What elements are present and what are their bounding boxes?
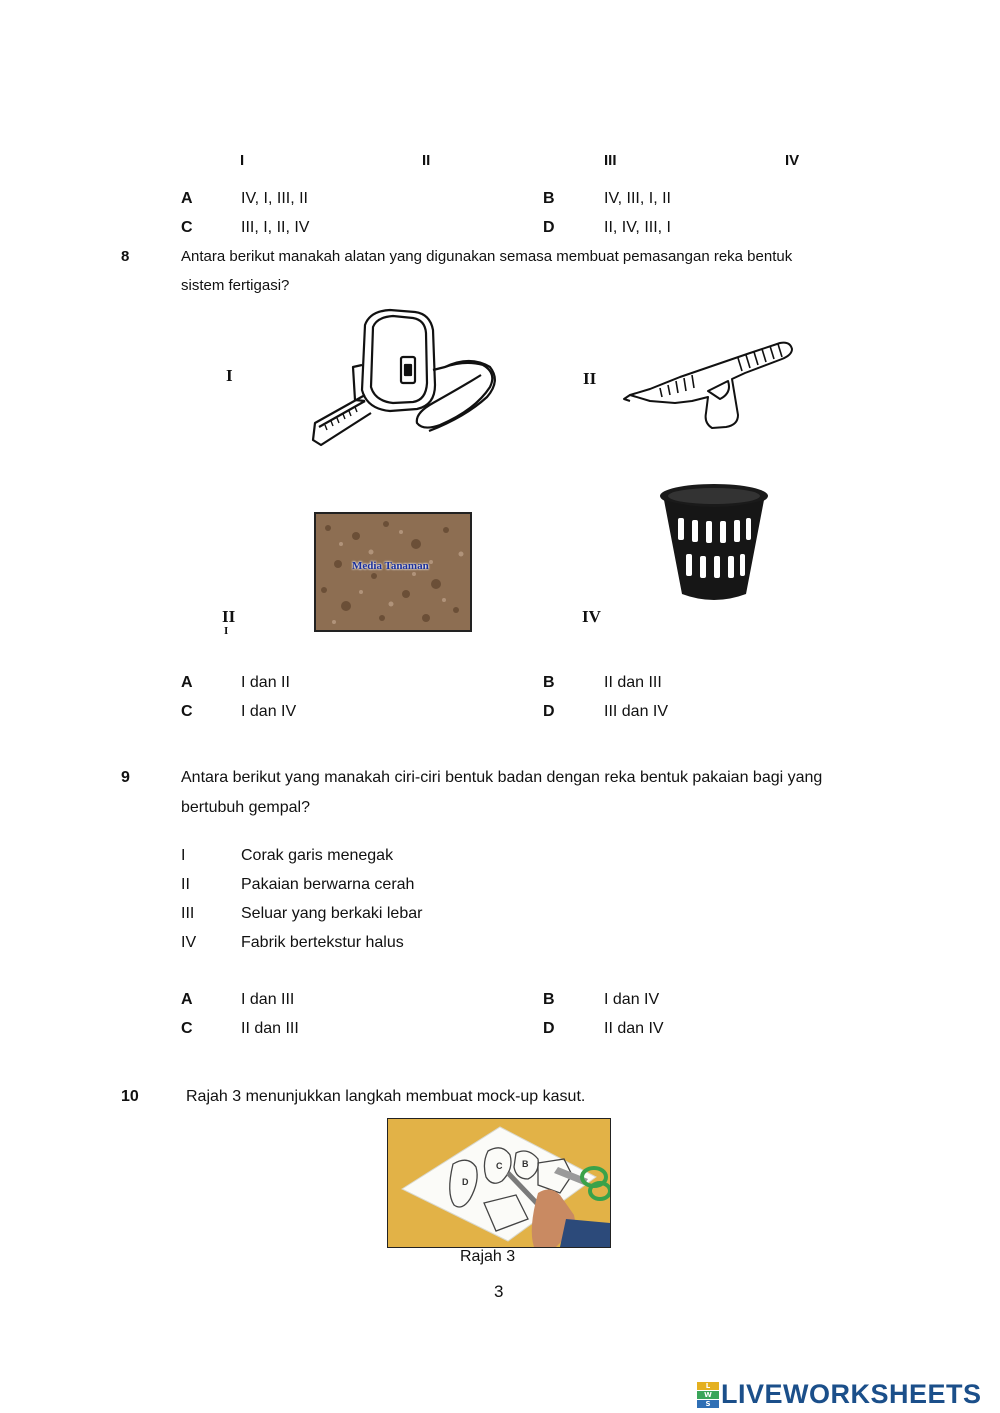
logo-letter-l: L — [697, 1382, 719, 1390]
q8-label-ii: II — [583, 369, 597, 388]
q8-option-c-letter: C — [181, 703, 193, 720]
shoe-pattern-illustration — [388, 1119, 610, 1247]
logo-letter-w: W — [697, 1391, 719, 1399]
q7-header-3: III — [604, 152, 617, 169]
q7-option-a-letter: A — [181, 190, 193, 207]
q10-question: Rajah 3 menunjukkan langkah membuat mock-up kasut. — [186, 1088, 586, 1105]
svg-text:D: D — [462, 1177, 469, 1187]
q8-label-iv: IV — [582, 607, 601, 626]
q8-option-a-letter: A — [181, 674, 193, 691]
net-pot-image — [656, 482, 772, 608]
logo-mark-icon — [697, 1382, 719, 1408]
media-tanaman-image — [314, 512, 472, 632]
rajah-3-caption: Rajah 3 — [460, 1248, 516, 1265]
q7-header-4: IV — [785, 152, 800, 169]
q8-label-iii-top: II — [222, 607, 236, 626]
q10-number: 10 — [121, 1088, 139, 1105]
q9-item-roman: I — [181, 847, 186, 864]
q8-option-b-text[interactable]: II dan III — [604, 674, 662, 691]
q9-item-roman: III — [181, 905, 195, 922]
q9-option-b-text[interactable]: I dan IV — [604, 991, 660, 1008]
q7-option-a-text[interactable]: IV, I, III, II — [241, 190, 308, 207]
svg-text:C: C — [496, 1161, 503, 1171]
q8-option-d-letter: D — [543, 703, 555, 720]
measuring-tape-image — [305, 305, 500, 450]
svg-text:B: B — [522, 1159, 529, 1169]
q9-question-line1: Antara berikut yang manakah ciri-ciri bentuk badan dengan reka bentuk pakaian bagi yang — [181, 769, 823, 786]
q8-option-a-text[interactable]: I dan II — [241, 674, 290, 691]
q9-option-b-letter: B — [543, 991, 555, 1008]
q9-number: 9 — [121, 769, 130, 786]
q8-label-iii-bottom: I — [224, 625, 229, 637]
q7-option-b-letter: B — [543, 190, 555, 207]
q9-item-text: Pakaian berwarna cerah — [241, 876, 415, 893]
q7-option-d-letter: D — [543, 219, 555, 236]
q8-number: 8 — [121, 248, 130, 265]
q8-option-c-text[interactable]: I dan IV — [241, 703, 297, 720]
q9-option-d-letter: D — [543, 1020, 555, 1037]
soil-texture — [316, 514, 470, 630]
q9-item-roman: IV — [181, 934, 197, 951]
q7-option-c-letter: C — [181, 219, 193, 236]
q7-header-1: I — [240, 152, 245, 169]
q9-option-d-text[interactable]: II dan IV — [604, 1020, 664, 1037]
q9-option-a-letter: A — [181, 991, 193, 1008]
page-number: 3 — [494, 1282, 504, 1301]
q9-item-text: Fabrik bertekstur halus — [241, 934, 404, 951]
glue-gun-image — [620, 333, 800, 433]
q9-item-text: Corak garis menegak — [241, 847, 394, 864]
q8-question-line2: sistem fertigasi? — [181, 277, 290, 294]
q9-item-roman: II — [181, 876, 190, 893]
q9-option-c-letter: C — [181, 1020, 193, 1037]
q9-question-line2: bertubuh gempal? — [181, 799, 310, 816]
logo-letter-s: S — [697, 1400, 719, 1408]
liveworksheets-logo[interactable] — [697, 1379, 982, 1410]
q9-option-a-text[interactable]: I dan III — [241, 991, 295, 1008]
q7-header-2: II — [422, 152, 431, 169]
q8-option-d-text[interactable]: III dan IV — [604, 703, 669, 720]
q7-option-b-text[interactable]: IV, III, I, II — [604, 190, 671, 207]
q8-question-line1: Antara berikut manakah alatan yang digunakan semasa membuat pemasangan reka bentuk — [181, 248, 793, 265]
rajah-3-figure — [387, 1118, 611, 1248]
media-tanaman-caption: Media Tanaman — [352, 560, 429, 572]
q9-option-c-text[interactable]: II dan III — [241, 1020, 299, 1037]
q7-option-c-text[interactable]: III, I, II, IV — [241, 219, 310, 236]
q8-label-i: I — [226, 366, 233, 385]
liveworksheets-brand: LIVEWORKSHEETS — [721, 1379, 982, 1409]
q9-item-text: Seluar yang berkaki lebar — [241, 905, 423, 922]
q8-option-b-letter: B — [543, 674, 555, 691]
q7-option-d-text[interactable]: II, IV, III, I — [604, 219, 671, 236]
